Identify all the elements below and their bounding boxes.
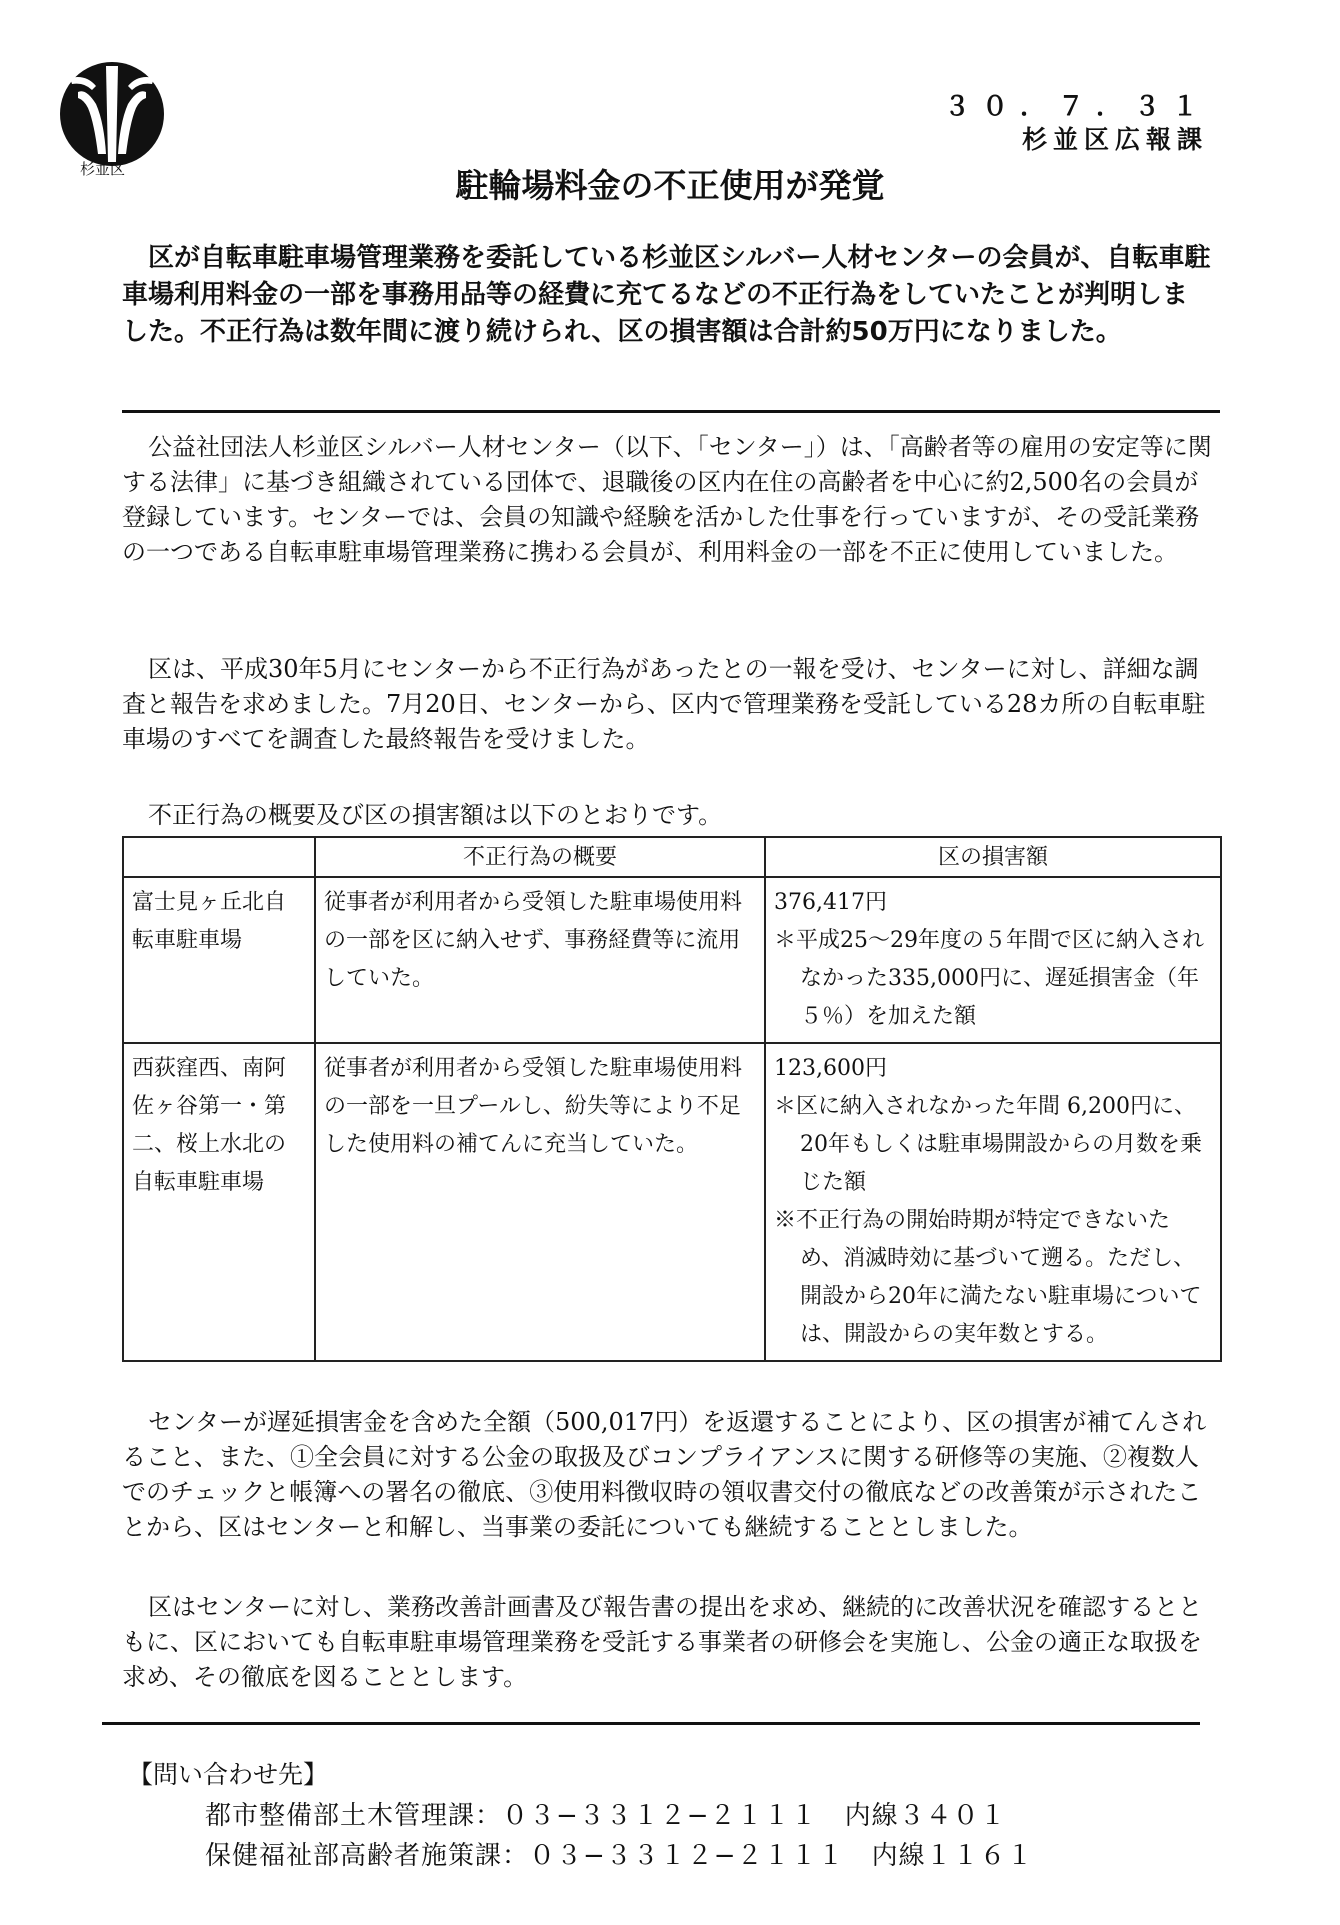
lead-summary: 区が自転車駐車場管理業務を委託している杉並区シルバー人材センターの会員が、自転車駐車場利用料金の一部を事務用品等の経費に充てるなどの不正行為をしていたことが判明しました。不正行為は数年間に渡り続けられ、区の損害額は合計約50万円になりました。 [122,243,1211,347]
table-header-damage: 区の損害額 [765,837,1221,877]
contact-line: 保健福祉部高齢者施策課：０３−３３１２−２１１１ 内線１１６１ [205,1841,1034,1871]
row-summary: 従事者が利用者から受領した駐車場使用料の一部を区に納入せず、事務経費等に流用していた。 [315,877,765,1043]
contact-heading: 【問い合わせ先】 [128,1760,329,1789]
table-header-place [123,837,315,877]
table-row [123,1043,1221,1361]
row-summary: 従事者が利用者から受領した駐車場使用料の一部を一旦プールし、紛失等により不足した使用料の補てんに充当していた。 [315,1043,765,1361]
logo-caption: 杉並区 [80,160,126,178]
damage-remark: ※不正行為の開始時期が特定できないため、消滅時効に基づいて遡る。ただし、開設から20年に満たない駐車場については、開設からの実年数とする。 [774,1208,1202,1347]
damage-note: ＊区に納入されなかった年間 6,200円に、20年もしくは駐車場開設からの月数を乗じた額 [774,1094,1202,1195]
table-header-summary: 不正行為の概要 [315,837,765,877]
row-damage [765,1043,1221,1361]
page-title: 駐輪場料金の不正使用が発覚 [455,166,885,205]
paragraph-measures: 区はセンターに対し、業務改善計画書及び報告書の提出を求め、継続的に改善状況を確認するとともに、区においても自転車駐車場管理業務を受託する事業者の研修会を実施し、公金の適正な取扱を求め、その徹底を図ることとします。 [122,1593,1203,1691]
paragraph-background: 公益社団法人杉並区シルバー人材センター（以下、「センター」）は、「高齢者等の雇用の安定等に関する法律」に基づき組織されている団体で、退職後の区内在住の高齢者を中心に約2,500名の会員が登録しています。センターでは、会員の知識や経験を活かした仕事を行っていますが、その受託業務の一つである自転車駐車場管理業務に携わる会員が、利用料金の一部を不正に使用していました。 [122,433,1212,566]
row-damage [765,877,1221,1043]
table-header-row [123,837,1221,877]
paragraph-investigation: 区は、平成30年5月にセンターから不正行為があったとの一報を受け、センターに対し、詳細な調査と報告を求めました。7月20日、センターから、区内で管理業務を受託している28カ所の自転車駐車場のすべてを調査した最終報告を受けました。 [122,655,1206,753]
paragraph-settlement: センターが遅延損害金を含めた全額（500,017円）を返還することにより、区の損害が補てんされること、また、①全会員に対する公金の取扱及びコンプライアンスに関する研修等の実施、②複数人でのチェックと帳簿への署名の徹底、③使用料徴収時の領収書交付の徹底などの改善策が示されたことから、区はセンターと和解し、当事業の委託についても継続することとしました。 [122,1408,1207,1541]
damage-amount: 123,600円 [774,1056,887,1081]
paragraph-table-intro: 不正行為の概要及び区の損害額は以下のとおりです。 [148,801,723,829]
row-place: 西荻窪西、南阿佐ヶ谷第一・第二、桜上水北の自転車駐車場 [123,1043,315,1361]
table-row [123,877,1221,1043]
damage-amount: 376,417円 [774,890,887,915]
damage-table [122,836,1222,1362]
divider-bottom [102,1722,1200,1725]
issuing-department: 杉並区広報課 [1021,125,1208,154]
divider-top [122,410,1220,413]
issue-date: ３０．７．３１ [943,92,1210,122]
row-place: 富士見ヶ丘北自転車駐車場 [123,877,315,1043]
contact-line: 都市整備部土木管理課：０３−３３１２−２１１１ 内線３４０１ [205,1801,1007,1831]
damage-note: ＊平成25〜29年度の５年間で区に納入されなかった335,000円に、遅延損害金（年５％）を加えた額 [774,928,1204,1029]
